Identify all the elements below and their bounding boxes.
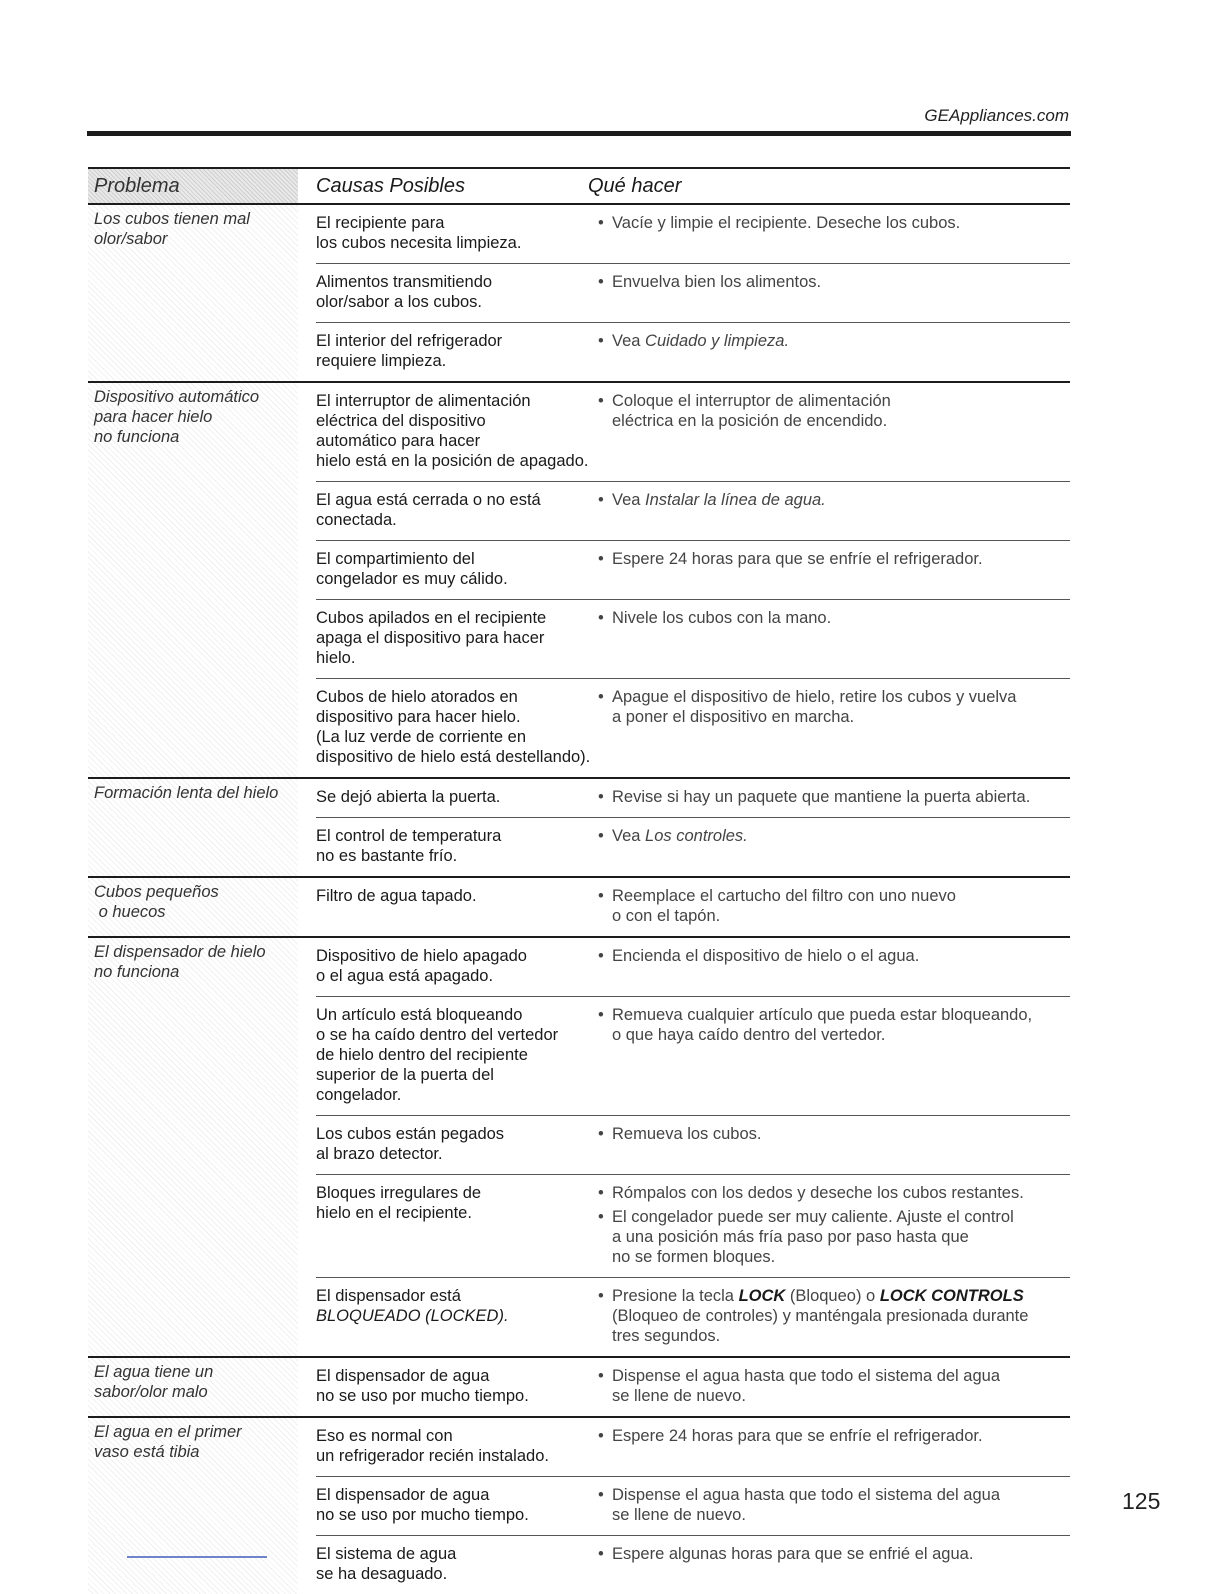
solution-item: • Remueva los cubos. (598, 1124, 1070, 1144)
cause-line: un refrigerador recién instalado. (316, 1447, 549, 1465)
problem-line: para hacer hielo (94, 408, 213, 426)
cause-line: El interruptor de alimentación (316, 392, 531, 410)
problem-group (88, 1418, 1070, 1594)
cause-line: congelador. (316, 1086, 402, 1104)
solution (598, 1544, 1070, 1584)
cause-line: El recipiente para (316, 214, 445, 232)
table-row (316, 383, 1070, 481)
solution-line: • El congelador puede ser muy caliente. Ajuste el control (612, 1208, 1014, 1226)
solution-line: o que haya caído dentro del vertedor. (612, 1026, 886, 1044)
problem-line: no funciona (94, 428, 180, 446)
problem-label (88, 938, 298, 1356)
cause-line: Se dejó abierta la puerta. (316, 788, 501, 806)
problem-line: Dispositivo automático (94, 388, 260, 406)
cause-line: BLOQUEADO (LOCKED). (316, 1307, 509, 1325)
solution-line: a una posición más fría paso por paso hasta que (612, 1228, 969, 1246)
solution-text: (Bloqueo) o (785, 1287, 880, 1305)
table-row (316, 322, 1070, 381)
cause-line: El interior del refrigerador (316, 332, 503, 350)
cross-reference: Instalar la línea de agua. (645, 491, 826, 509)
solution-item (598, 687, 1070, 727)
cause-line: Alimentos transmitiendo (316, 273, 493, 291)
cause-line: El dispensador está (316, 1287, 461, 1305)
cause (316, 331, 598, 371)
table-row (316, 263, 1070, 322)
solution-item: • Vacíe y limpie el recipiente. Deseche los cubos. (598, 213, 1070, 233)
cause-line: Dispositivo de hielo apagado (316, 947, 527, 965)
solution-item: • Encienda el dispositivo de hielo o el agua. (598, 946, 1070, 966)
cause-line: automático para hacer (316, 432, 481, 450)
solution (598, 549, 1070, 589)
cause (316, 1286, 598, 1346)
solution-text: Vea (612, 491, 646, 509)
site-url: GEAppliances.com (924, 106, 1069, 125)
cause-line: Los cubos están pegados (316, 1125, 505, 1143)
cause-line: olor/sabor a los cubos. (316, 293, 483, 311)
solution (598, 886, 1070, 926)
cause-line: Cubos apilados en el recipiente (316, 609, 547, 627)
cause-line: al brazo detector. (316, 1145, 443, 1163)
table-row (316, 1115, 1070, 1174)
table-row (316, 817, 1070, 876)
cause (316, 946, 598, 986)
solution (598, 272, 1070, 312)
problem-group (88, 779, 1070, 878)
solution (598, 787, 1070, 807)
solution-text: Vea (612, 332, 646, 350)
solution (598, 687, 1070, 767)
cause-line: conectada. (316, 511, 397, 529)
solution-item (598, 331, 1070, 351)
cause (316, 1124, 598, 1164)
cause-line: no es bastante frío. (316, 847, 458, 865)
cause (316, 1426, 598, 1466)
table-row (316, 1174, 1070, 1277)
cause-line: dispositivo de hielo está destellando). (316, 748, 591, 766)
solution-item (598, 490, 1070, 510)
solution (598, 1426, 1070, 1466)
cause-line: (La luz verde de corriente en (316, 728, 527, 746)
problem-line: vaso está tibia (94, 1443, 200, 1461)
solution-item: • Envuelva bien los alimentos. (598, 272, 1070, 292)
cause-line: Cubos de hielo atorados en (316, 688, 518, 706)
problem-group (88, 1358, 1070, 1418)
problem-label (88, 205, 298, 381)
cause-line: hielo en el recipiente. (316, 1204, 472, 1222)
cause-line: apaga el dispositivo para hacer (316, 629, 545, 647)
solution-line: o con el tapón. (612, 907, 721, 925)
cause (316, 826, 598, 866)
cause-line: El agua está cerrada o no está (316, 491, 541, 509)
solution-text: Presione la tecla (612, 1287, 739, 1305)
cause-line: dispositivo para hacer hielo. (316, 708, 521, 726)
table-row (316, 779, 1070, 817)
cross-reference: Cuidado y limpieza. (645, 332, 790, 350)
cause-line: hielo está en la posición de apagado. (316, 452, 589, 470)
solution-line: • Dispense el agua hasta que todo el sistema del agua (612, 1486, 1001, 1504)
table-row (316, 938, 1070, 996)
cause-line: eléctrica del dispositivo (316, 412, 486, 430)
solution-item (598, 886, 1070, 926)
solution (598, 490, 1070, 530)
cause-line: requiere limpieza. (316, 352, 447, 370)
table-row (316, 481, 1070, 540)
cause-line: Un artículo está bloqueando (316, 1006, 523, 1024)
solution-line: (Bloqueo de controles) y manténgala presionada durante (612, 1307, 1029, 1325)
cause-line: El sistema de agua (316, 1545, 457, 1563)
solution (598, 1183, 1070, 1267)
problem-label (88, 383, 298, 777)
solution-line: • Dispense el agua hasta que todo el sistema del agua (612, 1367, 1001, 1385)
solution-item: • Rómpalos con los dedos y deseche los cubos restantes. (598, 1183, 1070, 1203)
solution (598, 391, 1070, 471)
cause (316, 1183, 598, 1267)
cause (316, 1544, 598, 1584)
cause (316, 391, 598, 471)
cause (316, 213, 598, 253)
cause (316, 1366, 598, 1406)
problem-label (88, 878, 298, 936)
cause (316, 549, 598, 589)
table-row (316, 599, 1070, 678)
table-row (316, 205, 1070, 263)
solution (598, 1005, 1070, 1105)
cause-line: Eso es normal con (316, 1427, 453, 1445)
solution-item: • Espere 24 horas para que se enfríe el refrigerador. (598, 549, 1070, 569)
cause (316, 886, 598, 926)
solution-line: se llene de nuevo. (612, 1387, 746, 1405)
solution-item (598, 826, 1070, 846)
problem-label (88, 1418, 298, 1594)
solution (598, 1286, 1070, 1346)
solution-item (598, 1485, 1070, 1525)
cause-line: o se ha caído dentro del vertedor (316, 1026, 559, 1044)
cause (316, 1005, 598, 1105)
problem-group (88, 205, 1070, 383)
key-label: LOCK CONTROLS (879, 1287, 1024, 1305)
problem-group (88, 938, 1070, 1358)
table-row (316, 678, 1070, 777)
problem-line: sabor/olor malo (94, 1383, 208, 1401)
footer-line (127, 1556, 267, 1558)
solution (598, 1366, 1070, 1406)
cause-line: El control de temperatura (316, 827, 502, 845)
problem-label (88, 779, 298, 876)
table-row (316, 540, 1070, 599)
problem-group (88, 383, 1070, 779)
table-header (88, 169, 1070, 205)
table-row (316, 1476, 1070, 1535)
solution-item: • Espere 24 horas para que se enfríe el refrigerador. (598, 1426, 1070, 1446)
cause (316, 687, 598, 767)
table-row (316, 1277, 1070, 1356)
solution-item: • Revise si hay un paquete que mantiene la puerta abierta. (598, 787, 1070, 807)
solution-item (598, 391, 1070, 431)
cross-reference: Los controles. (645, 827, 748, 845)
solution-item (598, 1005, 1070, 1045)
problem-line: El agua en el primer (94, 1423, 242, 1441)
table-row (316, 1418, 1070, 1476)
solution-item: • Nivele los cubos con la mano. (598, 608, 1070, 628)
cause-line: no se uso por mucho tiempo. (316, 1506, 529, 1524)
problem-group (88, 878, 1070, 938)
header-causes: Causas Posibles (316, 175, 465, 197)
problem-line: Cubos pequeños (94, 883, 219, 901)
table-row (316, 1358, 1070, 1416)
table-row (316, 996, 1070, 1115)
cause-line: El dispensador de agua (316, 1486, 490, 1504)
solution-line: tres segundos. (612, 1327, 721, 1345)
solution-item (598, 1366, 1070, 1406)
cause (316, 272, 598, 312)
solution-item (598, 1286, 1070, 1346)
solution-line: eléctrica en la posición de encendido. (612, 412, 888, 430)
solution (598, 946, 1070, 986)
problem-line: El agua tiene un (94, 1363, 214, 1381)
problem-label (88, 1358, 298, 1416)
solution-text: Vea (612, 827, 646, 845)
solution (598, 1124, 1070, 1164)
cause (316, 490, 598, 530)
cause-line: superior de la puerta del (316, 1066, 494, 1084)
cause-line: congelador es muy cálido. (316, 570, 508, 588)
problem-line: El dispensador de hielo (94, 943, 266, 961)
solution-line: • Coloque el interruptor de alimentación (612, 392, 891, 410)
solution (598, 331, 1070, 371)
cause-line: los cubos necesita limpieza. (316, 234, 522, 252)
cause-line: o el agua está apagado. (316, 967, 494, 985)
cause-line: Bloques irregulares de (316, 1184, 482, 1202)
problem-line: olor/sabor (94, 230, 168, 248)
page-number: 125 (1122, 1488, 1161, 1514)
problem-line: Los cubos tienen mal (94, 210, 250, 228)
solution (598, 213, 1070, 253)
solution-line: • Remueva cualquier artículo que pueda estar bloqueando, (612, 1006, 1033, 1024)
troubleshooting-table (88, 167, 1070, 1594)
solution-item: • Espere algunas horas para que se enfrié el agua. (598, 1544, 1070, 1564)
table-row (316, 1535, 1070, 1594)
cause (316, 787, 598, 807)
cause (316, 608, 598, 668)
cause-line: El compartimiento del (316, 550, 475, 568)
top-rule (87, 131, 1071, 136)
solution-line: • Apague el dispositivo de hielo, retire los cubos y vuelva (612, 688, 1017, 706)
cause-line: Filtro de agua tapado. (316, 887, 477, 905)
solution (598, 1485, 1070, 1525)
cause-line: El dispensador de agua (316, 1367, 490, 1385)
solution-line: a poner el dispositivo en marcha. (612, 708, 855, 726)
cause-line: no se uso por mucho tiempo. (316, 1387, 529, 1405)
header-actions: Qué hacer (588, 175, 682, 197)
solution (598, 608, 1070, 668)
key-label: LOCK (738, 1287, 786, 1305)
cause-line: se ha desaguado. (316, 1565, 448, 1583)
cause-line: de hielo dentro del recipiente (316, 1046, 528, 1064)
problem-line: no funciona (94, 963, 180, 981)
problem-line: o huecos (94, 903, 166, 921)
cause (316, 1485, 598, 1525)
solution-line: no se formen bloques. (612, 1248, 776, 1266)
table-row (316, 878, 1070, 936)
solution-item (598, 1207, 1070, 1267)
solution (598, 826, 1070, 866)
header-problem: Problema (88, 169, 298, 203)
problem-line: Formación lenta del hielo (94, 784, 279, 802)
solution-line: se llene de nuevo. (612, 1506, 746, 1524)
cause-line: hielo. (316, 649, 356, 667)
solution-line: • Reemplace el cartucho del filtro con uno nuevo (612, 887, 956, 905)
